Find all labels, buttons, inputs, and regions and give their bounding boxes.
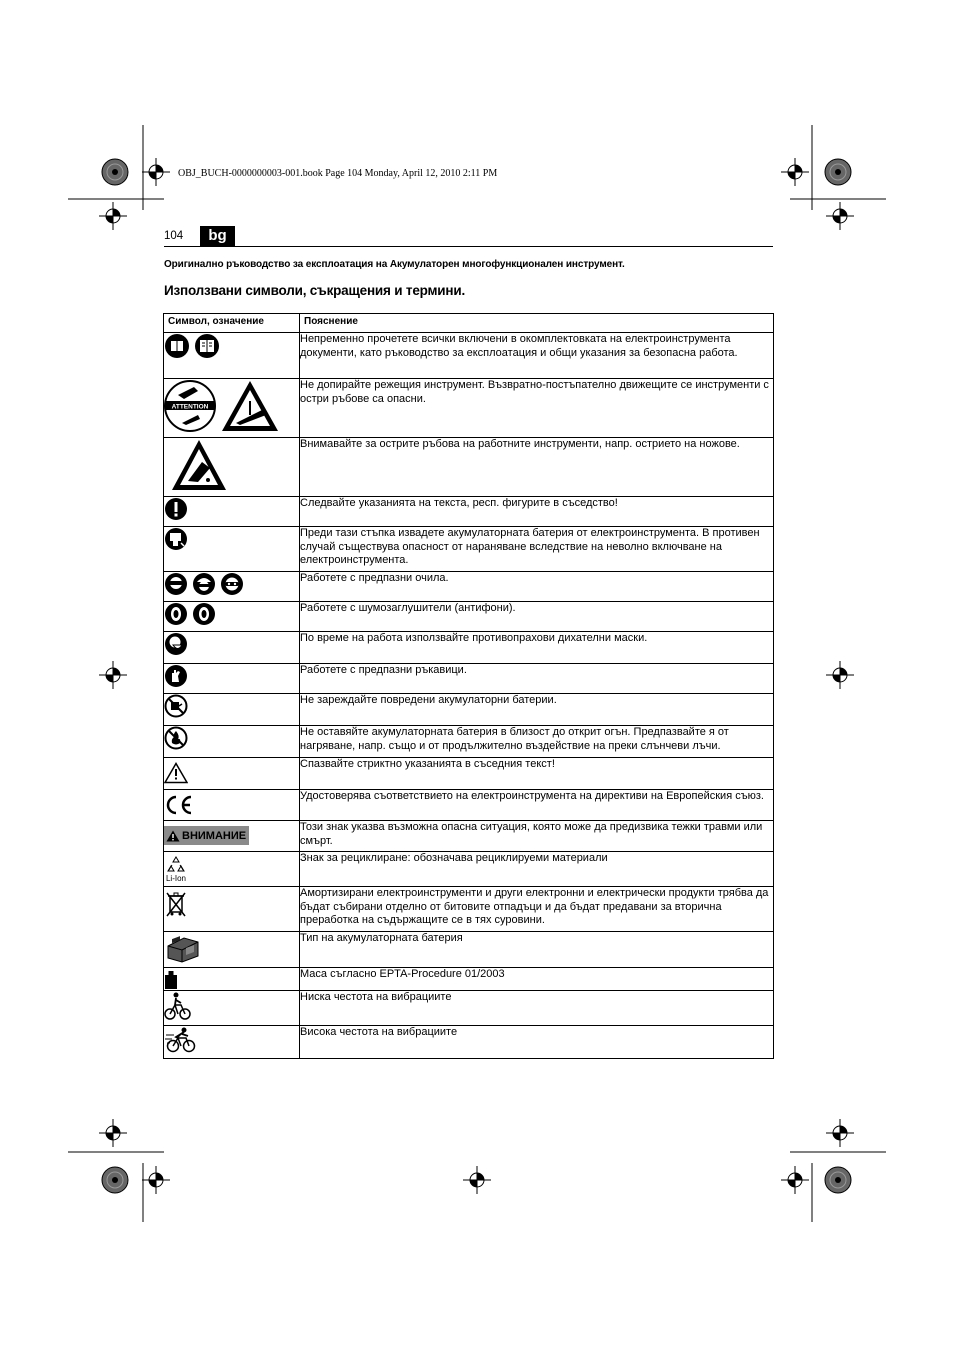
svg-text:ATTENTION: ATTENTION xyxy=(171,403,209,411)
page-number: 104 xyxy=(164,230,184,242)
explanation-text: Преди тази стъпка извадете акумулаторната батерия от електроинструмента. В противен случай съществува опасност от нараняване вследствие на неволно включване на електроинструмента. xyxy=(300,527,774,572)
file-info: OBJ_BUCH-0000000003-001.book Page 104 Monday, April 12, 2010 2:11 PM xyxy=(178,168,498,179)
registration-mark xyxy=(142,158,170,186)
table-row xyxy=(164,758,774,790)
explanation-text: Работете с предпазни ръкавици. xyxy=(300,664,774,694)
explanation-text: Работете с предпазни очила. xyxy=(300,572,774,602)
registration-star xyxy=(825,159,851,185)
explanation-text: Маса съгласно EPTA-Procedure 01/2003 xyxy=(300,968,774,991)
explanation-text: Спазвайте стриктно указанията в съседния текст! xyxy=(300,758,774,790)
explanation-text: Висока честота на вибрациите xyxy=(300,1026,774,1059)
table-row xyxy=(164,968,774,991)
document-subtitle: Оригинално ръководство за експлоатация на Акумулаторен многофункционален инструмент. xyxy=(164,259,625,270)
li-ion-label: Li-Ion xyxy=(165,874,186,883)
book-icon xyxy=(194,333,220,359)
table-row xyxy=(164,991,774,1026)
registration-star xyxy=(825,1167,851,1193)
registration-mark xyxy=(826,1119,854,1147)
warning-triangle-icon xyxy=(164,762,299,784)
table-row xyxy=(164,379,774,438)
goggles-icon xyxy=(192,572,216,596)
explanation-text: Знак за рециклиране: обозначава рециклируеми материали xyxy=(300,852,774,887)
registration-mark xyxy=(99,661,127,689)
warning-label-icon xyxy=(164,826,249,845)
registration-mark xyxy=(826,661,854,689)
table-row xyxy=(164,887,774,932)
no-fire-icon xyxy=(164,726,299,750)
table-header-row xyxy=(164,314,774,333)
explanation-text: Непременно прочетете всички включени в окомплектовката на електроинструмента документи, като ръководство за експлоатация и общи указания за безопасна работа. xyxy=(300,333,774,379)
explanation-text: Амортизирани електроинструменти и други електронни и електрически продукти трябва да бъдат събирани отделно от битовите отпадъци и да бъдат предавани за вторична преработка на съдържащите се в тях суровини. xyxy=(300,887,774,932)
dust-mask-icon xyxy=(164,632,299,656)
crossed-bin-icon xyxy=(164,890,299,918)
header-rule xyxy=(164,246,773,247)
table-row xyxy=(164,726,774,758)
table-row xyxy=(164,527,774,572)
fast-cyclist-icon xyxy=(164,1026,299,1054)
registration-mark xyxy=(781,158,809,186)
registration-mark xyxy=(826,202,854,230)
registration-mark xyxy=(99,1119,127,1147)
table-row xyxy=(164,572,774,602)
cutting-warning-icon xyxy=(220,379,280,433)
explanation-text: Работете с шумозаглушители (антифони). xyxy=(300,602,774,632)
table-row xyxy=(164,333,774,379)
ear-protection-icon xyxy=(192,602,216,626)
no-damaged-battery-icon xyxy=(164,694,299,718)
table-row xyxy=(164,632,774,664)
symbols-table xyxy=(163,313,774,1059)
ear-protection-icon xyxy=(164,602,188,626)
weight-icon xyxy=(164,971,299,989)
explanation-text: Ниска честота на вибрациите xyxy=(300,991,774,1026)
explanation-text: По време на работа използвайте противопрахови дихателни маски. xyxy=(300,632,774,664)
exclamation-icon xyxy=(164,497,299,521)
explanation-text: Не допирайте режещия инструмент. Възвратно-постъпателно движещите се инструменти с остри ръбове са опасни. xyxy=(300,379,774,438)
remove-battery-icon xyxy=(164,527,299,551)
table-row xyxy=(164,790,774,821)
registration-mark xyxy=(99,202,127,230)
table-row xyxy=(164,664,774,694)
ce-mark-icon xyxy=(164,795,299,815)
language-tag: bg xyxy=(200,226,235,246)
registration-mark xyxy=(142,1166,170,1194)
table-row xyxy=(164,694,774,726)
registration-star xyxy=(102,159,128,185)
section-title: Използвани символи, съкращения и термини. xyxy=(164,283,465,298)
table-row xyxy=(164,932,774,968)
table-row xyxy=(164,1026,774,1059)
table-row xyxy=(164,852,774,887)
battery-pack-icon xyxy=(164,932,299,964)
table-row xyxy=(164,821,774,852)
registration-mark xyxy=(463,1166,491,1194)
table-row xyxy=(164,602,774,632)
recycle-icon xyxy=(164,855,188,883)
hand-book-icon xyxy=(164,333,190,359)
registration-mark xyxy=(781,1166,809,1194)
explanation-text: Следвайте указанията на текста, респ. фигурите в съседство! xyxy=(300,497,774,527)
column-header-symbol: Символ, означение xyxy=(164,314,300,333)
table-row xyxy=(164,438,774,497)
goggles-icon xyxy=(164,572,188,596)
table-row xyxy=(164,497,774,527)
gloves-icon xyxy=(164,664,299,688)
explanation-text: Тип на акумулаторната батерия xyxy=(300,932,774,968)
explanation-text: Внимавайте за острите ръбова на работните инструменти, напр. острието на ножове. xyxy=(300,438,774,497)
column-header-explanation: Пояснение xyxy=(300,314,774,333)
sharp-edge-warning-icon xyxy=(170,438,299,492)
slow-cyclist-icon xyxy=(164,991,299,1021)
explanation-text: Не оставяйте акумулаторната батерия в близост до открит огън. Предпазвайте я от нагряване, напр. също и от продължително въздействие на преки слънчеви лъчи. xyxy=(300,726,774,758)
warning-label-text: ВНИМАНИЕ xyxy=(182,829,247,842)
goggles-icon xyxy=(220,572,244,596)
explanation-text: Този знак указва възможна опасна ситуация, която може да предизвика тежки травми или смърт. xyxy=(300,821,774,852)
registration-star xyxy=(102,1167,128,1193)
explanation-text: Удостоверява съответствието на електроинструмента на директиви на Европейския съюз. xyxy=(300,790,774,821)
attention-hand-icon xyxy=(164,379,216,433)
explanation-text: Не зареждайте повредени акумулаторни батерии. xyxy=(300,694,774,726)
